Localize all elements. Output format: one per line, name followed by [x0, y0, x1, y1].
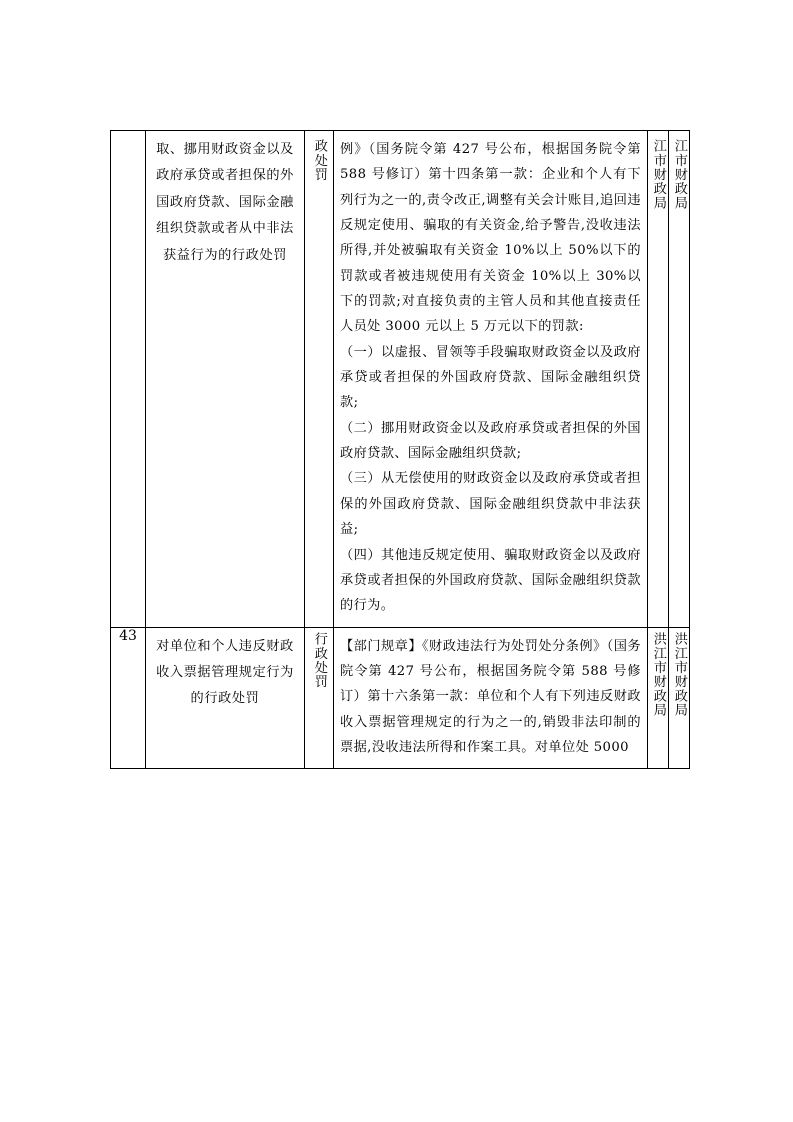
row-basis-cell: [334, 131, 648, 628]
row-basis: [334, 131, 647, 627]
row-type: 政处罚: [311, 139, 327, 182]
row-org2-cell: [669, 131, 690, 628]
basis-paragraph: （四）其他违反规定使用、骗取财政资金以及政府承贷或者担保的外国政府贷款、国际金融组织贷款的行为。: [340, 547, 641, 614]
row-type-wrap: [305, 628, 333, 693]
row-name-cell: [146, 131, 305, 628]
row-basis: [334, 628, 647, 769]
row-name: 取、挪用财政资金以及政府承贷或者担保的外国政府贷款、国际金融组织贷款或者从中非法获益行为的行政处罚: [156, 142, 294, 263]
row-type-cell: [305, 627, 334, 769]
row-org1: 洪江市财政局: [650, 631, 666, 717]
row-org2: 洪江市财政局: [671, 631, 687, 717]
row-type-cell: [305, 131, 334, 628]
regulation-table: [110, 130, 690, 769]
row-basis-cell: [334, 627, 648, 769]
row-org1-cell: [648, 627, 669, 769]
row-type-wrap: [305, 131, 333, 186]
table-row: [111, 627, 690, 769]
row-name-cell: [146, 627, 305, 769]
basis-paragraph: 【部门规章】《财政违法行为处罚处分条例》（国务院令第 427 号公布，根据国务院令第 588 号修订）第十六条第一款：单位和个人有下列违反财政收入票据管理规定的行为之一的,销毁非法印制的票据,没收违法所得和作案工具。对单位处 5000: [340, 638, 641, 755]
row-org2-wrap: [669, 628, 689, 721]
row-org1: 江市财政局: [650, 139, 666, 210]
basis-paragraph: （三）从无偿使用的财政资金以及政府承贷或者担保的外国政府贷款、国际金融组织贷款中非法获益;: [340, 471, 641, 538]
row-org1-wrap: [648, 628, 668, 721]
basis-paragraph: （一）以虚报、冒领等手段骗取财政资金以及政府承贷或者担保的外国政府贷款、国际金融组织贷款;: [340, 344, 641, 411]
row-org2: 江市财政局: [671, 139, 687, 210]
row-org1-wrap: [648, 131, 668, 214]
row-org2-wrap: [669, 131, 689, 214]
table-row: [111, 131, 690, 628]
row-org2-cell: [669, 627, 690, 769]
basis-paragraph: 例》（国务院令第 427 号公布，根据国务院令第 588 号修订）第十四条第一款：企业和个人有下列行为之一的,责令改正,调整有关会计账目,追回违反规定使用、骗取的有关资金,给予警告,没收违法所得,并处被骗取有关资金 10%以上 50%以下的罚款或者被违规使用有关资金 10%以上 30%以下的罚款;对直接负责的主管人员和其他直接责任人员处 3000 元以上 5 万元以下的罚款:: [340, 142, 641, 335]
row-org1-cell: [648, 131, 669, 628]
row-type: 行政处罚: [311, 631, 327, 689]
basis-paragraph: （二）挪用财政资金以及政府承贷或者担保的外国政府贷款、国际金融组织贷款;: [340, 420, 641, 462]
row-number: 43: [119, 627, 137, 644]
row-number-cell: [111, 131, 146, 628]
row-name: 对单位和个人违反财政收入票据管理规定行为的行政处罚: [156, 638, 294, 707]
row-number-cell: [111, 627, 146, 769]
